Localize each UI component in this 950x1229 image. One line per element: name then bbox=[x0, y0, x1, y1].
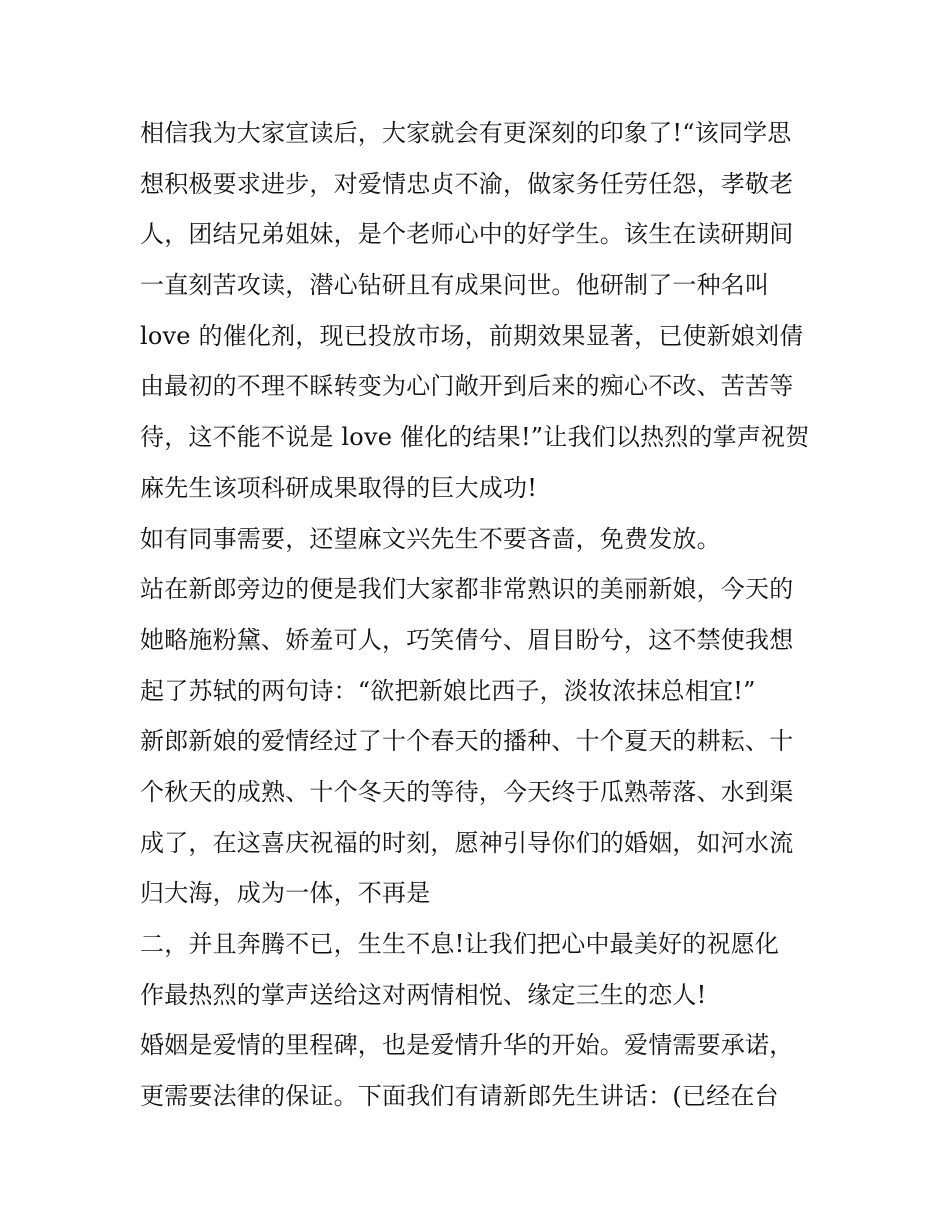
text-line: 成了，在这喜庆祝福的时刻，愿神引导你们的婚姻，如河水流 bbox=[140, 828, 794, 857]
text-line: 起了苏轼的两句诗：“欲把新娘比西子，淡妆浓抹总相宜!” bbox=[140, 676, 756, 705]
text-line: 归大海，成为一体，不再是 bbox=[140, 879, 431, 908]
text-line: 待，这不能不说是 love 催化的结果!”让我们以热烈的掌声祝贺 bbox=[140, 423, 810, 452]
text-line: 想积极要求进步，对爱情忠贞不渝，做家务任劳任怨，孝敬老 bbox=[140, 169, 794, 198]
text-line: 麻先生该项科研成果取得的巨大成功! bbox=[140, 473, 538, 502]
text-line: 更需要法律的保证。下面我们有请新郎先生讲话：(已经在台 bbox=[140, 1082, 779, 1111]
text-line: 新郎新娘的爱情经过了十个春天的播种、十个夏天的耕耘、十 bbox=[140, 727, 794, 756]
text-line: 她略施粉黛、娇羞可人，巧笑倩兮、眉目盼兮，这不禁使我想 bbox=[140, 625, 794, 654]
text-line: 站在新郎旁边的便是我们大家都非常熟识的美丽新娘，今天的 bbox=[140, 575, 794, 604]
text-line: 如有同事需要，还望麻文兴先生不要吝啬，免费发放。 bbox=[140, 524, 721, 553]
text-line: 由最初的不理不睬转变为心门敞开到后来的痴心不改、苦苦等 bbox=[140, 372, 794, 401]
text-line: 个秋天的成熟、十个冬天的等待，今天终于瓜熟蒂落、水到渠 bbox=[140, 777, 794, 806]
text-line: 作最热烈的掌声送给这对两情相悦、缘定三生的恋人! bbox=[140, 980, 707, 1009]
text-line: 人，团结兄弟姐妹，是个老师心中的好学生。该生在读研期间 bbox=[140, 220, 794, 249]
document-body bbox=[140, 108, 820, 1122]
text-line: love 的催化剂，现已投放市场，前期效果显著，已使新娘刘倩 bbox=[140, 321, 804, 350]
text-line: 二，并且奔腾不已，生生不息!让我们把心中最美好的祝愿化 bbox=[140, 930, 780, 958]
text-line: 婚姻是爱情的里程碑，也是爱情升华的开始。爱情需要承诺， bbox=[140, 1031, 794, 1060]
text-line: 相信我为大家宣读后，大家就会有更深刻的印象了!“该同学思 bbox=[140, 119, 792, 147]
text-line: 一直刻苦攻读，潜心钻研且有成果问世。他研制了一种名叫 bbox=[140, 271, 770, 300]
